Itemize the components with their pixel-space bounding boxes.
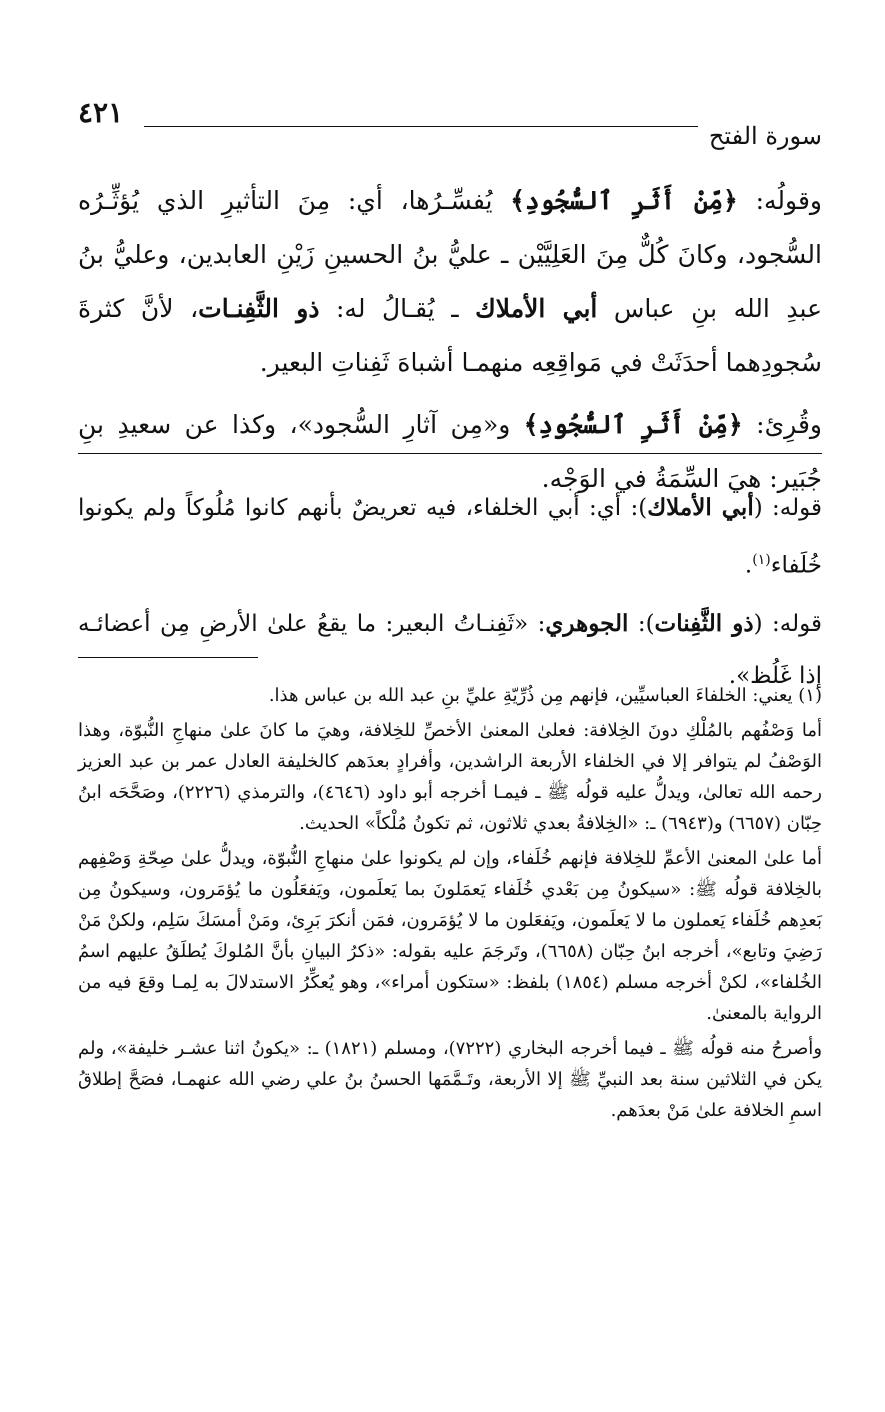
quran-verse: ﴿مِّنْ أَثَرِ ٱلسُّجُودِ﴾ <box>510 186 738 215</box>
quran-verse: ﴿مِّنْ أَثَرِ ٱلسُّجُودِ﴾ <box>523 410 743 439</box>
section-divider <box>78 453 822 454</box>
c2-bold-1: ذو الثَّفِنات <box>654 609 754 637</box>
p1-text-a: وقولُه: <box>737 186 822 215</box>
header-rule <box>144 126 698 127</box>
p1-text-d: ، لأنَّ كثرةَ سُجودِهما أحدَثَتْ في مَواقِعِه منهمـا أشباهَ ثَفِناتِ البعير. <box>78 294 822 377</box>
p2-text-a: وقُرِئ: <box>742 410 822 439</box>
c1-text-a: قوله: ( <box>753 495 822 521</box>
c2-text-b: ): <box>628 610 655 637</box>
commentary <box>78 482 822 708</box>
main-paragraph-1 <box>78 174 822 390</box>
p1-text-b: يُفسِّـرُها، أي: مِنَ التأثيرِ الذي يُؤثِّـرُه السُّجود، وكانَ كُلٌّ مِنَ العَلِيَّيْن ـ عليُّ بنُ الحسينِ زَيْنِ العابدين، وعليُّ بنُ عبدِ الله بنِ عباس <box>78 186 823 323</box>
c2-text-c: : «ثَفِنـاتُ البعير: ما يقعُ علىٰ الأرضِ مِن أعضائـه إذا غَلُظ». <box>78 610 822 689</box>
c1-end: . <box>744 552 753 579</box>
c1-text-b: ): أي: أبي الخلفاء، فيه تعريضٌ بأنهم كانوا مُلُوكاً ولم يكونوا خُلَفاء <box>78 495 822 579</box>
c1-bold: أبي الأملاك <box>647 494 754 521</box>
page-header <box>78 96 822 150</box>
footnote-1: (١) يعني: الخلفاءَ العباسيِّين، فإنهم مِن ذُرِّيّةِ عليِّ بنِ عبد الله بن عباس هذا. <box>268 685 822 706</box>
p1-text-c: ـ يُقـالُ له: <box>319 294 476 323</box>
page-number: ٤٢١ <box>78 96 124 129</box>
main-text <box>78 174 822 506</box>
footnote-paragraph: أما وَصْفُهم بالمُلْكِ دونَ الخِلافة: فعلىٰ المعنىٰ الأخصِّ للخِلافة، وهيَ ما كانَ علىٰ منهاجِ النُّبوّة، وهذا الوَصْفُ لم يتوافر إلا في الخلفاء الأربعة الراشدين، وأفرادٍ بعدَهم كالخليفة العادل عمر بن عبد العزيز رحمه الله تعالىٰ، ويدلُّ عليه قولُه ﷺ ـ فيمـا أخرجه أبو داود (٤٦٤٦)، والترمذي (٢٢٢٦)، وصَحَّحَه ابنُ حِبّان (٦٦٥٧) و(٦٩٤٣) ـ: «الخِلافةُ بعدي ثلاثون، ثم تكونُ مُلْكاً» الحديث. <box>78 720 822 834</box>
p1-bold-title: ذو الثَّفِنـات <box>198 294 320 323</box>
p2-text-b: و«مِن آثارِ السُّجود»، وكذا عن سعيدِ بنِ جُبَير: هيَ السِّمَةُ في الوَجْه. <box>78 410 822 493</box>
footnote-paragraph: أما علىٰ المعنىٰ الأعمِّ للخِلافة فإنهم خُلَفاء، وإن لم يكونوا علىٰ منهاجِ النُّبوّة، ويدلُّ علىٰ صِحّةِ وَصْفِهم بالخِلافة قولُه ﷺ: «سيكونُ مِن بَعْدي خُلَفاء يَعمَلونَ بما يَعلَمون، ويَفعَلُون ما يُؤمَرون، وسيكونُ مِن بَعدِهم خُلَفاء يَعملون ما لا يَعلَمون، ويَفعَلون ما لا يُؤمَرون، فمَن أنكرَ بَرِئ، ومَنْ أمسَكَ سَلِم، ولكنْ مَنْ رَضِيَ وتابع»، أخرجه ابنُ حِبّان (٦٦٥٨)، وتَرجَمَ عليه بقوله: «ذكرُ البيانِ بأنَّ المُلوكَ يُطلَقُ عليهم اسمُ الخُلفاء»، لكنْ أخرجه مسلم (١٨٥٤) بلفظ: «ستكون أمراء»، وهو يُعكِّرُ الاستدلالَ به لِمـا وقعَ فيه من الرواية بالمعنىٰ. <box>78 848 823 1024</box>
footnote-divider <box>78 657 258 658</box>
surah-title: سورة الفتح <box>708 122 822 150</box>
commentary-1 <box>78 482 822 592</box>
p1-bold-name: أبي الأملاك <box>475 294 598 323</box>
c2-text-a: قوله: ( <box>753 610 822 637</box>
book-page <box>78 0 822 1412</box>
footnotes <box>78 680 822 1130</box>
footnote-paragraph: وأصرحُ منه قولُه ﷺ ـ فيما أخرجه البخاري (٧٢٢٢)، ومسلم (١٨٢١) ـ: «يكونُ اثنا عشـر خليفة»، ولم يكن في الثلاثين سنة بعد النبيِّ ﷺ إلا الأربعة، وتَـمَّمَها الحسنُ بنُ علي رضي الله عنهمـا، فصَحَّ إطلاقُ اسمِ الخلافة علىٰ مَنْ بعدَهم. <box>78 1038 823 1121</box>
footnote-ref: (١) <box>752 552 771 568</box>
c2-bold-2: الجوهري <box>545 609 629 637</box>
